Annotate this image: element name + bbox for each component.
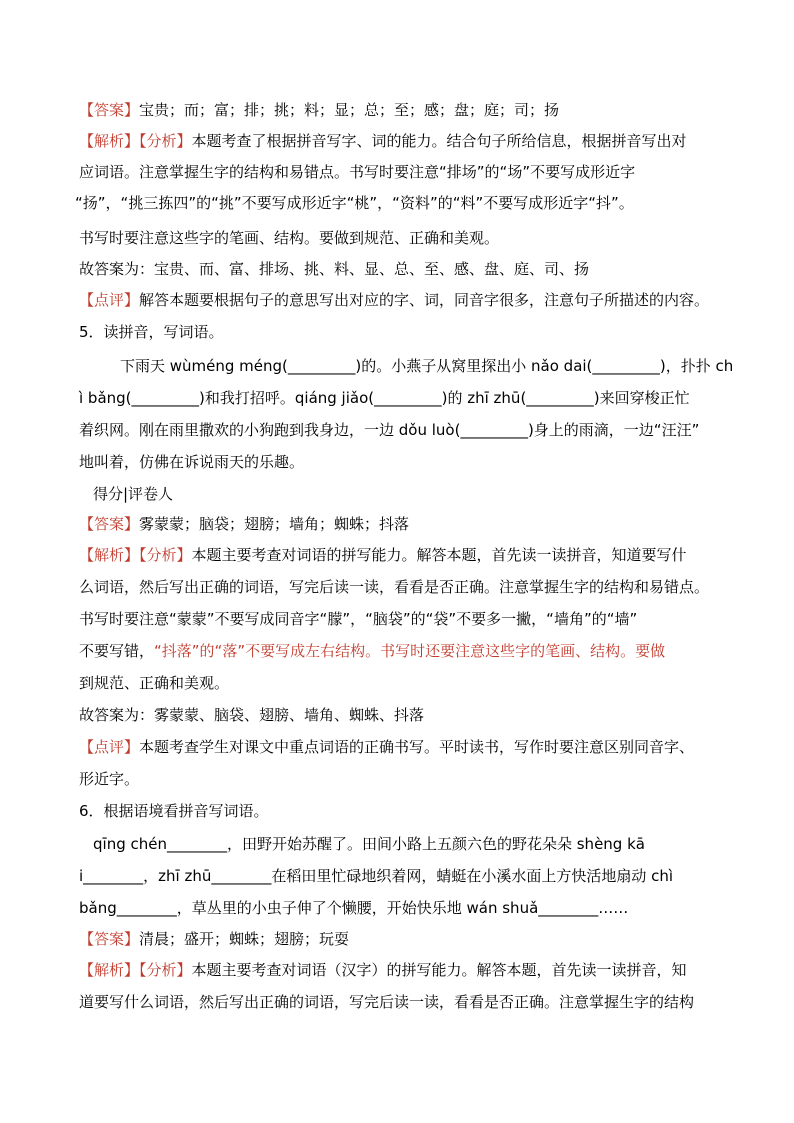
answer-text: 宝贵；而；富；排；挑；料；显；总；至；感；盘；庭；司；扬 (139, 101, 560, 119)
analysis-text: 本题主要考查对词语的拼写能力。解答本题，首先读一读拼音，知道要写什 (191, 546, 687, 564)
answer-tag: 【答案】 (79, 515, 140, 533)
analysis-text: 本题考查了根据拼音写字、词的能力。结合句子所给信息，根据拼音写出对 (191, 132, 687, 150)
analysis-line-6-2: 道要写什么词语，然后写出正确的词语，写完后读一读，看看是否正确。注意掌握生字的结构 (79, 993, 695, 1011)
analysis-line-5-5: 到规范、正确和美观。 (79, 674, 230, 692)
comment-tag: 【点评】 (79, 738, 140, 756)
analysis-line-4-1 (79, 131, 687, 151)
analysis-text: 不要写错， (79, 642, 155, 660)
comment-tag: 【点评】 (79, 291, 140, 309)
question-6-line-1: qīng chén________，田野开始苏醒了。田间小路上五颜六色的野花朵朵 shèng kā (93, 835, 645, 853)
analysis-line-4-3: “扬”，“挑三拣四”的“挑”不要写成形近字“桃”，“资料”的“料”不要写成形近字“抖”。 (75, 194, 634, 212)
analysis-line-5-3: 书写时要注意“蒙蒙”不要写成同音字“朦”，“脑袋”的“袋”不要多一撇，“墙角”的“墙” (79, 610, 638, 628)
final-answer-5: 故答案为：雾蒙蒙、脑袋、翅膀、墙角、蜘蛛、抖落 (79, 706, 425, 724)
comment-text: 解答本题要根据句子的意思写出对应的字、词，同音字很多，注意句子所描述的内容。 (139, 291, 710, 309)
question-6-title: 6．根据语境看拼音写词语。 (79, 802, 269, 820)
answer-tag: 【答案】 (79, 101, 140, 119)
question-6-line-2: i________，zhī zhū________在稻田里忙碌地织着网，蜻蜓在小溪水面上方快活地扇动 chì (79, 867, 674, 885)
comment-line-5-1 (79, 737, 694, 757)
question-6-line-3: bǎng________，草丛里的小虫子伸了个懒腰，开始快乐地 wán shuǎ________…… (79, 899, 629, 917)
analysis-tag: 【解析】【分析】 (79, 961, 192, 979)
answer-text: 雾蒙蒙；脑袋；翅膀；墙角；蜘蛛；抖落 (139, 515, 410, 533)
analysis-line-5-4 (79, 641, 665, 661)
comment-line-4 (79, 290, 709, 310)
answer-line-4 (79, 100, 559, 120)
answer-line-5 (79, 514, 409, 534)
analysis-line-5-1 (79, 545, 687, 565)
analysis-highlight: “抖落”的“落”不要写成左右结构。书写时还要注意这些字的笔画、结构。要做 (154, 642, 666, 660)
analysis-line-5-2: 么词语，然后写出正确的词语，写完后读一读，看看是否正确。注意掌握生字的结构和易错点。 (79, 578, 710, 596)
comment-text: 本题考查学生对课文中重点词语的正确书写。平时读书，写作时要注意区别同音字、 (139, 738, 695, 756)
question-5-title: 5．读拼音，写词语。 (79, 323, 224, 341)
answer-line-6 (79, 929, 349, 949)
question-5-line-1: 下雨天 wùméng méng(_________)的。小燕子从窝里探出小 nǎo dai(_________)，扑扑 ch (120, 357, 734, 375)
final-answer-4: 故答案为：宝贵、而、富、排场、挑、料、显、总、至、感、盘、庭、司、扬 (79, 260, 590, 278)
analysis-tag: 【解析】【分析】 (79, 132, 192, 150)
answer-text: 清晨；盛开；蜘蛛；翅膀；玩耍 (139, 930, 350, 948)
analysis-text: 本题主要考查对词语（汉字）的拼写能力。解答本题，首先读一读拼音，知 (191, 961, 687, 979)
score-box-label: 得分|评卷人 (93, 485, 174, 503)
answer-tag: 【答案】 (79, 930, 140, 948)
question-5-line-3: 着织网。刚在雨里撒欢的小狗跑到我身边，一边 dǒu luò(_________)身上的雨滴，一边“汪汪” (79, 421, 700, 439)
analysis-line-4-2: 应词语。注意掌握生字的结构和易错点。书写时要注意“排场”的“场”不要写成形近字 (79, 163, 636, 181)
comment-line-5-2: 形近字。 (79, 770, 140, 788)
question-5-line-4: 地叫着，仿佛在诉说雨天的乐趣。 (79, 453, 305, 471)
analysis-line-6-1 (79, 960, 687, 980)
question-5-line-2: ì bǎng(_________)和我打招呼。qiáng jiǎo(_________)的 zhī zhū(_________)来回穿梭正忙 (79, 389, 690, 407)
analysis-line-4-4: 书写时要注意这些字的笔画、结构。要做到规范、正确和美观。 (79, 229, 500, 247)
analysis-tag: 【解析】【分析】 (79, 546, 192, 564)
